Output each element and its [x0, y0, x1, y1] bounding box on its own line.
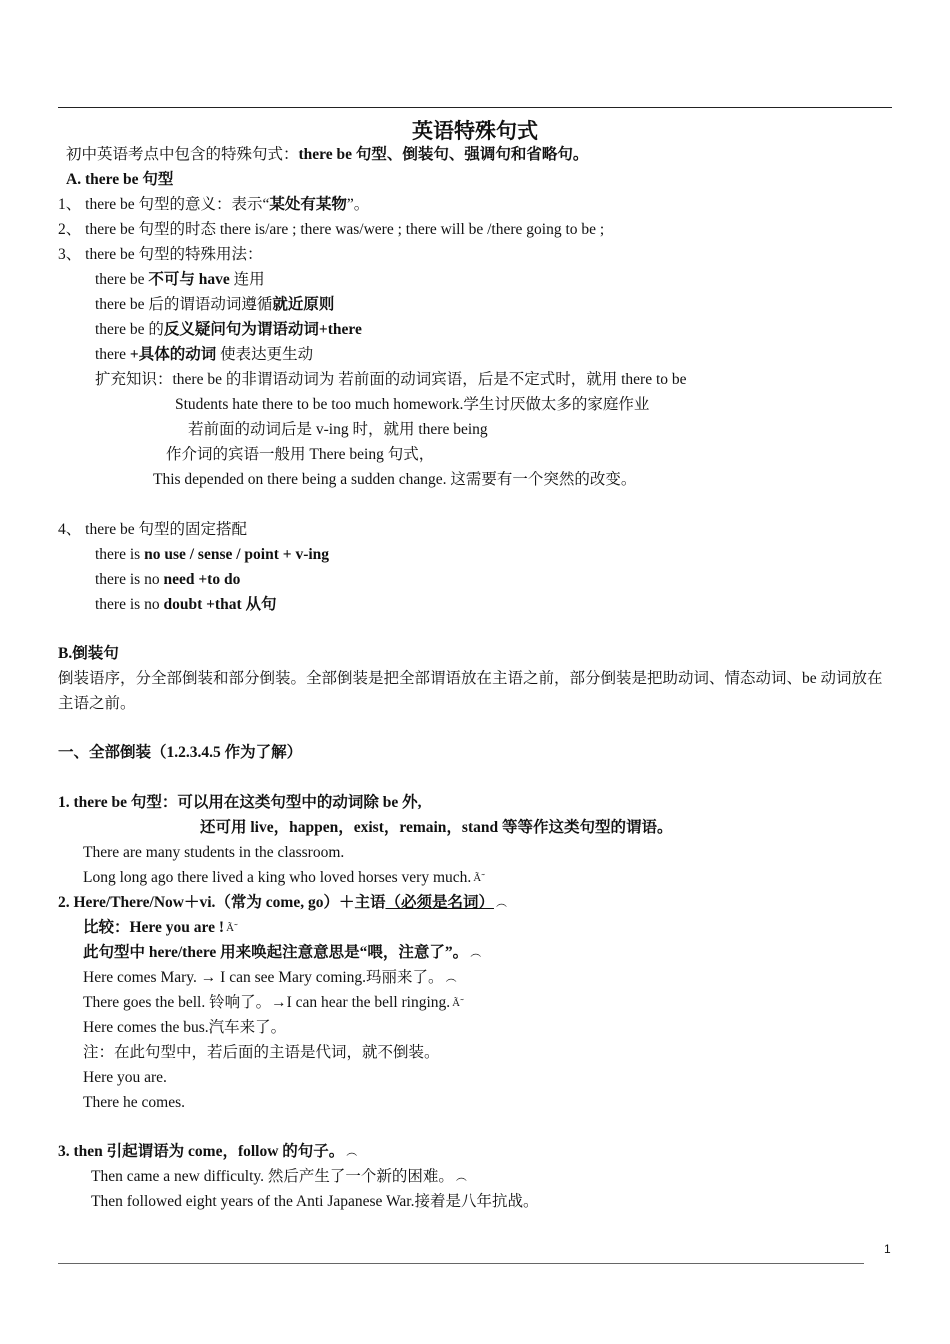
- point-2-heading: [58, 893, 507, 913]
- fixed-line-3: [95, 595, 277, 615]
- example-line-3: 作介词的宾语一般用 There being 句式，: [166, 446, 435, 463]
- item-text: there be 句型的固定搭配: [81, 521, 247, 538]
- a-item-2: [58, 220, 604, 240]
- a-item-4: [58, 520, 247, 540]
- point-3-example-1: [91, 1167, 467, 1187]
- usage-tail: 使表达更生动: [216, 346, 314, 363]
- item-bold: 某处有某物: [269, 196, 347, 213]
- tilde-mark-icon: Ã̃: [452, 997, 461, 1010]
- section-a-heading: [66, 170, 173, 190]
- point-2-example-3: Here comes the bus.汽车来了。: [83, 1019, 287, 1036]
- section-b-heading: [58, 644, 119, 664]
- point-heading-text: 1. there be 句型：可以用在这类句型中的动词除 be 外,: [58, 794, 422, 811]
- item-number: 2、: [58, 221, 82, 238]
- fixed-bold: need +to do: [163, 571, 241, 588]
- point-2-example-6: There he comes.: [83, 1094, 185, 1111]
- arc-mark-icon: ︵: [346, 1146, 358, 1159]
- example-line-1: Students hate there to be too much homework.学生讨厌做太多的家庭作业: [175, 396, 650, 413]
- item-text: there be 句型的意义：表示“: [81, 196, 270, 213]
- expand-knowledge: 扩充知识：there be 的非谓语动词为 若前面的动词宾语，后是不定式时，就用 there to be: [95, 371, 687, 388]
- example-text: Long long ago there lived a king who loved horses very much.: [83, 869, 472, 886]
- point-heading-text: 还可用 live，happen，exist，remain，stand 等等作这类句型的谓语。: [200, 819, 673, 836]
- usage-line-3: [95, 320, 362, 340]
- point-3-heading: [58, 1142, 357, 1162]
- point-2-example-4: 注：在此句型中，若后面的主语是代词，就不倒装。: [83, 1044, 440, 1061]
- item-tail: ”。: [346, 196, 370, 213]
- fixed-text: there is: [95, 546, 145, 563]
- usage-text: there be 后的谓语动词遵循: [95, 296, 273, 313]
- point-1-example-1: There are many students in the classroom.: [83, 844, 345, 861]
- point-2-example-5: Here you are.: [83, 1069, 167, 1086]
- point-2-compare: [83, 918, 234, 938]
- usage-text: there: [95, 346, 130, 363]
- subheading-text: 一、全部倒装（1.2.3.4.5 作为了解）: [58, 744, 303, 761]
- bottom-rule: [58, 1263, 864, 1264]
- note-text: 此句型中 here/there 用来唤起注意意思是“喂，注意了”。: [83, 944, 469, 961]
- example-line-2: 若前面的动词后是 v-ing 时，就用 there being: [188, 421, 488, 438]
- fixed-bold: doubt +that 从句: [163, 596, 277, 613]
- section-b-title: B.倒装句: [58, 645, 119, 662]
- item-text: there be 句型的时态 there is/are ; there was/were ; there will be /there going to be ;: [81, 221, 605, 238]
- arc-mark-icon: ︵: [470, 947, 482, 960]
- compare-text: 比较：Here you are !: [83, 919, 225, 936]
- intro-text: 初中英语考点中包含的特殊句式：: [66, 146, 299, 163]
- example-text: Here comes Mary. → I can see Mary coming.玛丽来了。: [83, 969, 444, 986]
- point-heading-text: 3. then 引起谓语为 come，follow 的句子。: [58, 1143, 345, 1160]
- point-1-example-2: [83, 868, 481, 888]
- point-heading-underlined: （必须是名词）: [385, 894, 494, 911]
- point-1-heading: [58, 793, 422, 813]
- arc-mark-icon: ︵: [495, 897, 507, 910]
- item-number: 4、: [58, 521, 82, 538]
- arc-mark-icon: ︵: [455, 1171, 467, 1184]
- point-3-example-2: Then followed eight years of the Anti Japanese War.接着是八年抗战。: [91, 1193, 539, 1210]
- usage-bold: 就近原则: [272, 296, 335, 313]
- page-title: 英语特殊句式: [412, 119, 538, 143]
- example-text: Then came a new difficulty. 然后产生了一个新的困难。: [91, 1168, 454, 1185]
- point-2-example-2: [83, 993, 460, 1013]
- tilde-mark-icon: Ã̃: [226, 922, 235, 935]
- item-text: there be 句型的特殊用法：: [81, 246, 263, 263]
- intro-line: [66, 145, 588, 165]
- usage-line-2: [95, 295, 334, 315]
- usage-line-4: [95, 345, 313, 365]
- point-2-note: [83, 943, 481, 963]
- usage-tail: 连用: [229, 271, 265, 288]
- fixed-line-2: [95, 570, 240, 590]
- a-item-3: [58, 245, 263, 265]
- usage-text: there be 的: [95, 321, 164, 338]
- usage-bold: +具体的动词: [129, 346, 217, 363]
- tilde-mark-icon: Ã̃: [473, 872, 482, 885]
- section-a-title: . there be 句型: [77, 171, 174, 188]
- example-text: There goes the bell. 铃响了。→I can hear the bell ringing.: [83, 994, 451, 1011]
- fixed-line-1: [95, 545, 329, 565]
- item-number: 1、: [58, 196, 82, 213]
- usage-bold: 不可与 have: [148, 271, 230, 288]
- fixed-bold: no use / sense / point + v-ing: [144, 546, 330, 563]
- fixed-text: there is no: [95, 571, 164, 588]
- arc-mark-icon: ︵: [445, 972, 457, 985]
- a-item-1: [58, 195, 369, 215]
- fixed-text: there is no: [95, 596, 164, 613]
- top-rule: [58, 107, 892, 108]
- example-line-4: This depended on there being a sudden change. 这需要有一个突然的改变。: [153, 471, 637, 488]
- page-number: 1: [884, 1242, 891, 1256]
- item-number: 3、: [58, 246, 82, 263]
- point-heading-text: 2. Here/There/Now＋vi.（常为 come, go）＋主语: [58, 894, 386, 911]
- point-2-example-1: [83, 968, 457, 988]
- section-b-paragraph: 倒装语序，分全部倒装和部分倒装。全部倒装是把全部谓语放在主语之前，部分倒装是把助动词、情态动词、be 动词放在主语之前。: [58, 670, 883, 712]
- section-a-label: A: [66, 171, 78, 188]
- usage-line-1: [95, 270, 265, 290]
- usage-text: there be: [95, 271, 149, 288]
- intro-bold: there be 句型、倒装句、强调句和省略句。: [298, 146, 589, 163]
- subheading-full-inversion: [58, 743, 302, 763]
- usage-bold: 反义疑问句为谓语动词+there: [163, 321, 362, 338]
- point-1-continuation: [200, 818, 673, 838]
